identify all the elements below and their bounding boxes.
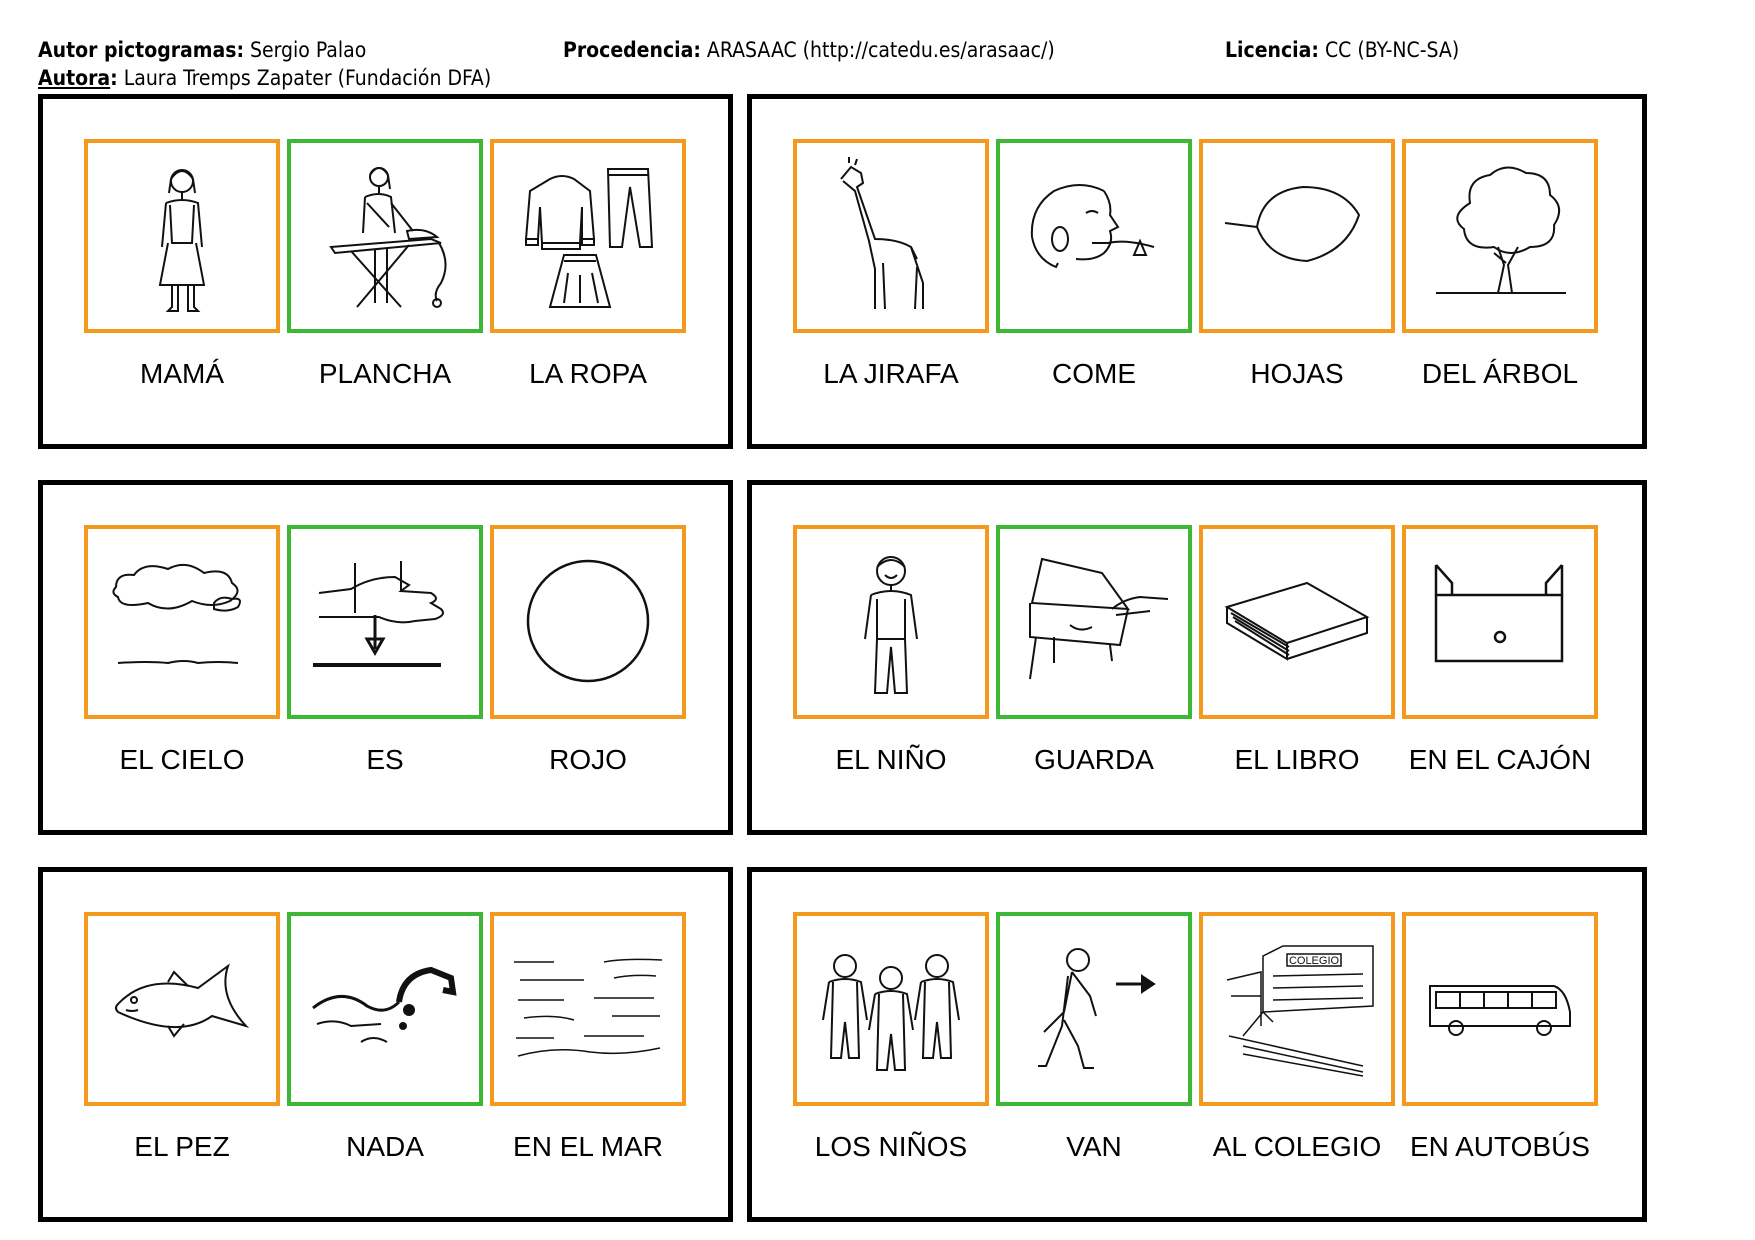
- sentence-panel: [747, 480, 1647, 835]
- card-frame: [287, 139, 483, 333]
- card-frame: [996, 139, 1192, 333]
- card-label: ES: [366, 744, 404, 775]
- card-frame: [1199, 139, 1395, 333]
- authoress-label: Autora: [38, 66, 111, 90]
- clouds-sky-icon: [88, 529, 276, 715]
- source-value: ARASAAC (http://catedu.es/arasaac/): [700, 38, 1055, 62]
- card-label: EN EL CAJÓN: [1408, 744, 1592, 775]
- source-credit: [563, 36, 1055, 64]
- card-frame: [84, 912, 280, 1106]
- children-icon: [797, 916, 985, 1102]
- source-label: Procedencia:: [563, 38, 701, 62]
- author-value: Sergio Palao: [244, 38, 367, 62]
- tree-icon: [1406, 143, 1594, 329]
- card-frame: [1402, 912, 1598, 1106]
- card-frame: [490, 139, 686, 333]
- eating-icon: [1000, 143, 1188, 329]
- drawer-hand-icon: [1000, 529, 1188, 715]
- leaf-icon: [1203, 143, 1391, 329]
- card-label: HOJAS: [1250, 358, 1344, 389]
- card-label: NADA: [346, 1131, 424, 1162]
- sentence-panel: [38, 480, 733, 835]
- swimming-icon: [291, 916, 479, 1102]
- card-label: ROJO: [549, 744, 627, 775]
- license-label: Licencia:: [1225, 38, 1319, 62]
- fish-icon: [88, 916, 276, 1102]
- walking-icon: [1000, 916, 1188, 1102]
- card-frame: [996, 525, 1192, 719]
- sentence-panel: [38, 867, 733, 1222]
- card-frame: [1199, 912, 1395, 1106]
- sentence-panel: [38, 94, 733, 449]
- credits-header: [38, 36, 1718, 96]
- card-label: VAN: [1066, 1131, 1122, 1162]
- book-icon: [1203, 529, 1391, 715]
- woman-icon: [88, 143, 276, 329]
- card-label: LOS NIÑOS: [814, 1131, 968, 1162]
- author-credit: [38, 36, 366, 64]
- card-frame: [84, 525, 280, 719]
- giraffe-icon: [797, 143, 985, 329]
- card-frame: [1402, 525, 1598, 719]
- drawer-icon: [1406, 529, 1594, 715]
- card-frame: [287, 525, 483, 719]
- authoress-value: Laura Tremps Zapater (Fundación DFA): [117, 66, 492, 90]
- card-label: LA ROPA: [529, 358, 647, 389]
- card-label: EN EL MAR: [513, 1131, 663, 1162]
- card-label: LA JIRAFA: [823, 358, 959, 389]
- circle-icon: [494, 529, 682, 715]
- license-value: CC (BY-NC-SA): [1318, 38, 1460, 62]
- bus-icon: [1406, 916, 1594, 1102]
- card-frame: [490, 912, 686, 1106]
- school-sign: COLEGIO: [1288, 955, 1340, 967]
- card-frame: [490, 525, 686, 719]
- authoress-colon: :: [110, 66, 118, 90]
- is-hand-icon: [291, 529, 479, 715]
- card-frame: [793, 525, 989, 719]
- clothes-icon: [494, 143, 682, 329]
- card-label: EL NIÑO: [835, 744, 947, 775]
- card-frame: [1199, 525, 1395, 719]
- authoress-credit: [38, 64, 491, 92]
- card-label: PLANCHA: [318, 358, 452, 389]
- sea-icon: [494, 916, 682, 1102]
- license-credit: [1225, 36, 1459, 64]
- card-frame: [793, 139, 989, 333]
- card-label: EN AUTOBÚS: [1410, 1131, 1590, 1162]
- sentence-panel: [747, 867, 1647, 1222]
- card-frame: [793, 912, 989, 1106]
- card-label: MAMÁ: [140, 358, 224, 389]
- card-label: COME: [1052, 358, 1136, 389]
- card-label: EL CIELO: [119, 744, 245, 775]
- boy-icon: [797, 529, 985, 715]
- card-label: AL COLEGIO: [1212, 1131, 1382, 1162]
- school-icon: [1203, 916, 1391, 1102]
- sentence-panel: [747, 94, 1647, 449]
- card-frame: [84, 139, 280, 333]
- card-label: DEL ÁRBOL: [1421, 358, 1579, 389]
- card-frame: [1402, 139, 1598, 333]
- author-label: Autor pictogramas:: [38, 38, 245, 62]
- card-frame: [996, 912, 1192, 1106]
- ironing-icon: [291, 143, 479, 329]
- card-label: GUARDA: [1034, 744, 1154, 775]
- card-label: EL LIBRO: [1234, 744, 1360, 775]
- card-label: EL PEZ: [134, 1131, 230, 1162]
- card-frame: [287, 912, 483, 1106]
